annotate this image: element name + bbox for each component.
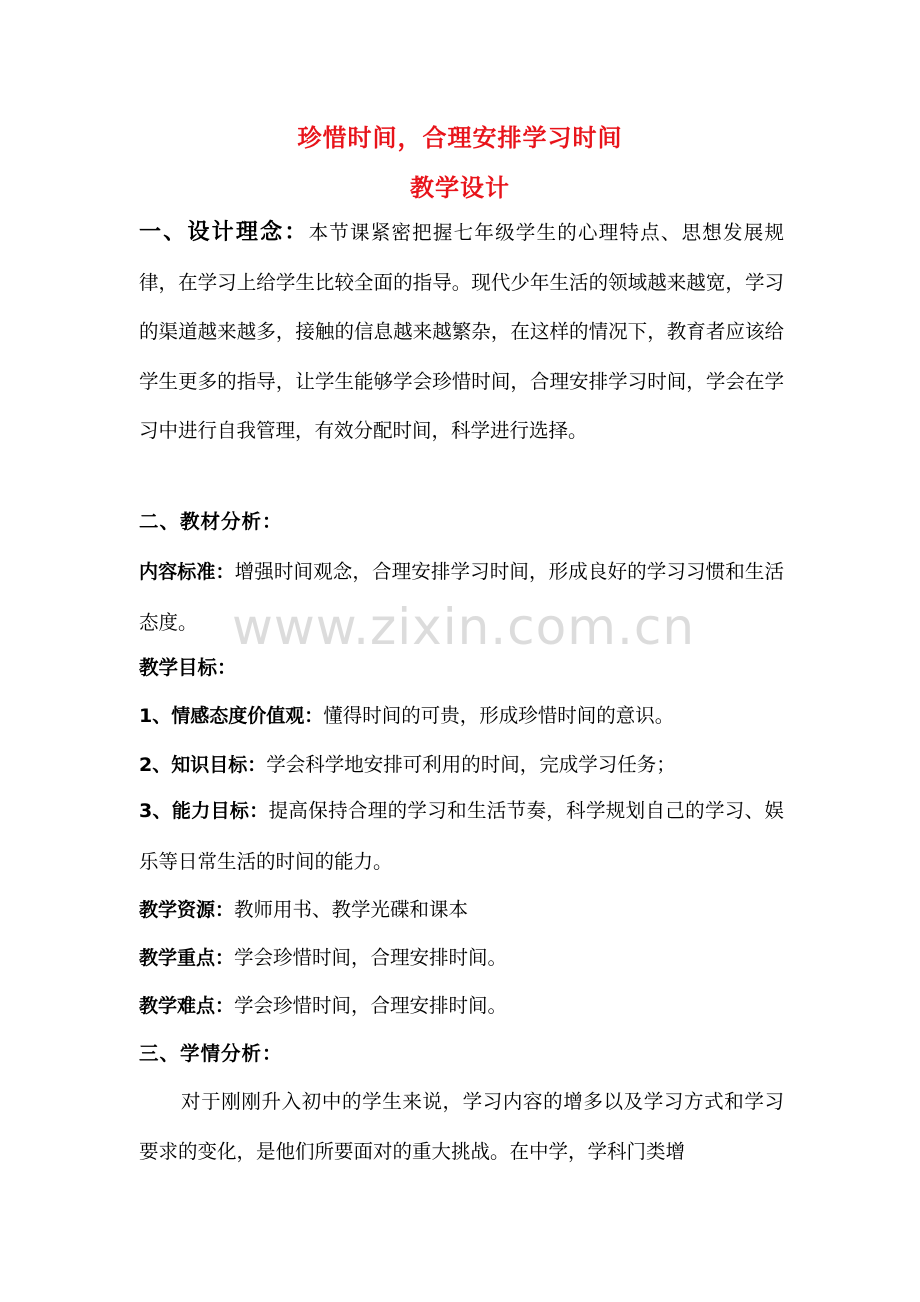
key-point-text: 学会珍惜时间，合理安排时间。: [234, 946, 508, 969]
section-heading-3: 三、学情分析：: [139, 1042, 283, 1065]
key-point-label: 教学重点：: [139, 947, 235, 969]
watermark: www.zixin.com.cn: [232, 598, 696, 656]
resources-text: 教师用书、教学光碟和课本: [234, 898, 469, 921]
design-philosophy-text: 本节课紧密把握七年级学生的心理特点、思想发展规律，在学习上给学生比较全面的指导。现代少年生活的领域越来越宽，学习的渠道越来越多，接触的信息越来越繁杂，在这样的情况下，教育者应该给学生更多的指导，让学生能够学会珍惜时间，合理安排学习时间，学会在学习中进行自我管理，有效分配时间，科学进行选择。: [139, 221, 784, 442]
content-standard: [139, 547, 784, 647]
design-philosophy-paragraph: [139, 208, 784, 456]
goal-2-text: 学会科学地安排可利用的时间，完成学习任务；: [266, 753, 676, 776]
difficulty-text: 学会珍惜时间，合理安排时间。: [234, 994, 508, 1017]
teaching-goals-label: 教学目标：: [139, 656, 237, 679]
teaching-difficulty: [139, 990, 789, 1018]
goal-3-paragraph: [139, 786, 784, 886]
section-heading-2: 二、教材分析：: [139, 510, 283, 533]
content-standard-text: 增强时间观念，合理安排学习时间，形成良好的学习习惯和生活态度。: [139, 560, 784, 634]
document-title: 珍惜时间，合理安排学习时间: [297, 124, 623, 152]
goal-1: [139, 700, 789, 728]
content-standard-label: 内容标准：: [139, 561, 235, 583]
goal-1-label: 1、情感态度价值观：: [139, 705, 324, 727]
goal-3-text: 提高保持合理的学习和生活节奏，科学规划自己的学习、娱乐等日常生活的时间的能力。: [139, 799, 784, 873]
student-analysis: [139, 1077, 784, 1176]
document-subtitle: 教学设计: [410, 174, 510, 202]
goal-2-label: 2、知识目标：: [139, 754, 267, 776]
teaching-resources: [139, 894, 789, 922]
goal-3-label: 3、能力目标：: [139, 800, 269, 822]
student-analysis-paragraph: 对于刚刚升入初中的学生来说，学习内容的增多以及学习方式和学习要求的变化，是他们所要面对的重大挑战。在中学，学科门类增: [139, 1090, 784, 1163]
section-design-philosophy: [139, 208, 784, 456]
section-heading-1: 一、设计理念：: [139, 220, 309, 245]
goal-1-text: 懂得时间的可贵，形成珍惜时间的意识。: [323, 704, 675, 727]
goal-3: [139, 786, 784, 886]
goal-2: [139, 749, 789, 777]
resources-label: 教学资源：: [139, 899, 235, 921]
difficulty-label: 教学难点：: [139, 995, 235, 1017]
teaching-key-point: [139, 942, 789, 970]
content-standard-paragraph: [139, 547, 784, 647]
